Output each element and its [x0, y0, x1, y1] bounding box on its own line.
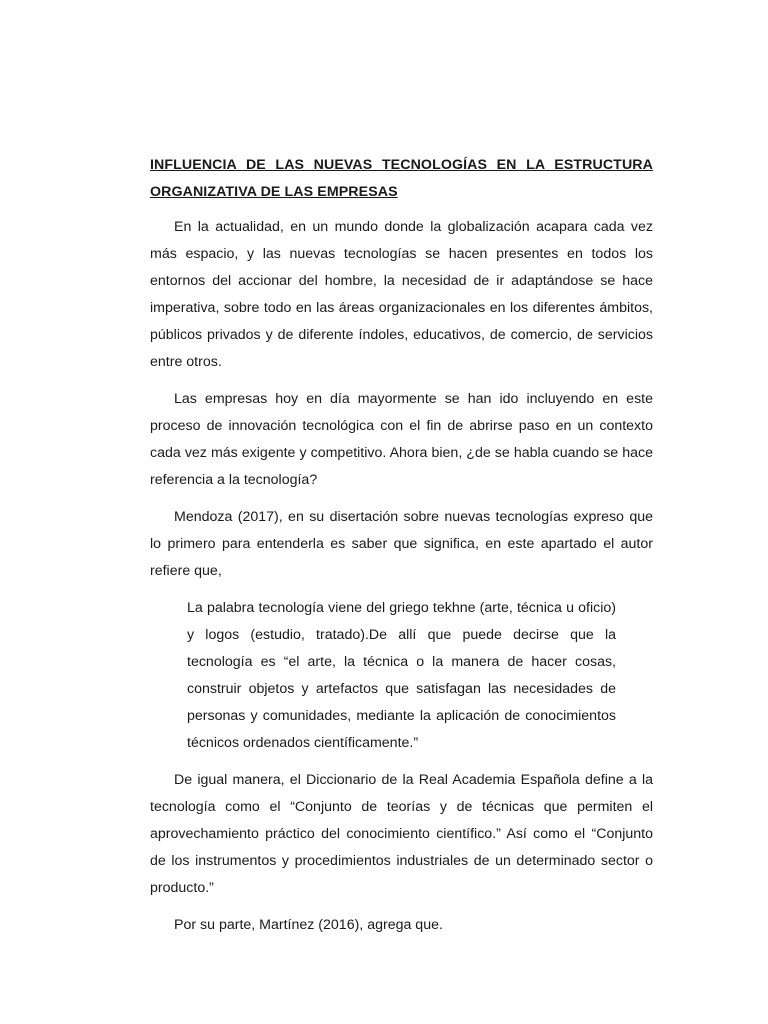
block-quote: La palabra tecnología viene del griego tekhne (arte, técnica u oficio) y logos (estudio, tratado).De allí que puede decirse que la tecnología es “el arte, la técnica o la manera de hacer cosas, construir objetos y artefactos que satisfagan las necesidades de personas y comunidades, mediante la aplicación de conocimientos técnicos ordenados científicamente.”	[187, 600, 616, 751]
paragraph: Por su parte, Martínez (2016), agrega que.	[174, 917, 443, 933]
document-title: INFLUENCIA DE LAS NUEVAS TECNOLOGÍAS EN LA ESTRUCTURA ORGANIZATIVA DE LAS EMPRESAS	[150, 157, 653, 200]
paragraph: Mendoza (2017), en su disertación sobre nuevas tecnologías expreso que lo primero para entenderla es saber que significa, en este apartado el autor refiere que,	[150, 509, 653, 579]
document-body	[150, 152, 653, 949]
paragraph: Las empresas hoy en día mayormente se han ido incluyendo en este proceso de innovación tecnológica con el fin de abrirse paso en un contexto cada vez más exigente y competitivo. Ahora bien, ¿de se habla cuando se hace referencia a la tecnología?	[150, 391, 653, 488]
paragraph: En la actualidad, en un mundo donde la globalización acapara cada vez más espacio, y las nuevas tecnologías se hacen presentes en todos los entornos del accionar del hombre, la necesidad de ir adaptándose se hace imperativa, sobre todo en las áreas organizacionales en los diferentes ámbitos, públicos privados y de diferente índoles, educativos, de comercio, de servicios entre otros.	[150, 219, 653, 370]
paragraph: De igual manera, el Diccionario de la Real Academia Española define a la tecnología como el “Conjunto de teorías y de técnicas que permiten el aprovechamiento práctico del conocimiento científico.” Así como el “Conjunto de los instrumentos y procedimientos industriales de un determinado sector o producto.”	[150, 772, 653, 896]
